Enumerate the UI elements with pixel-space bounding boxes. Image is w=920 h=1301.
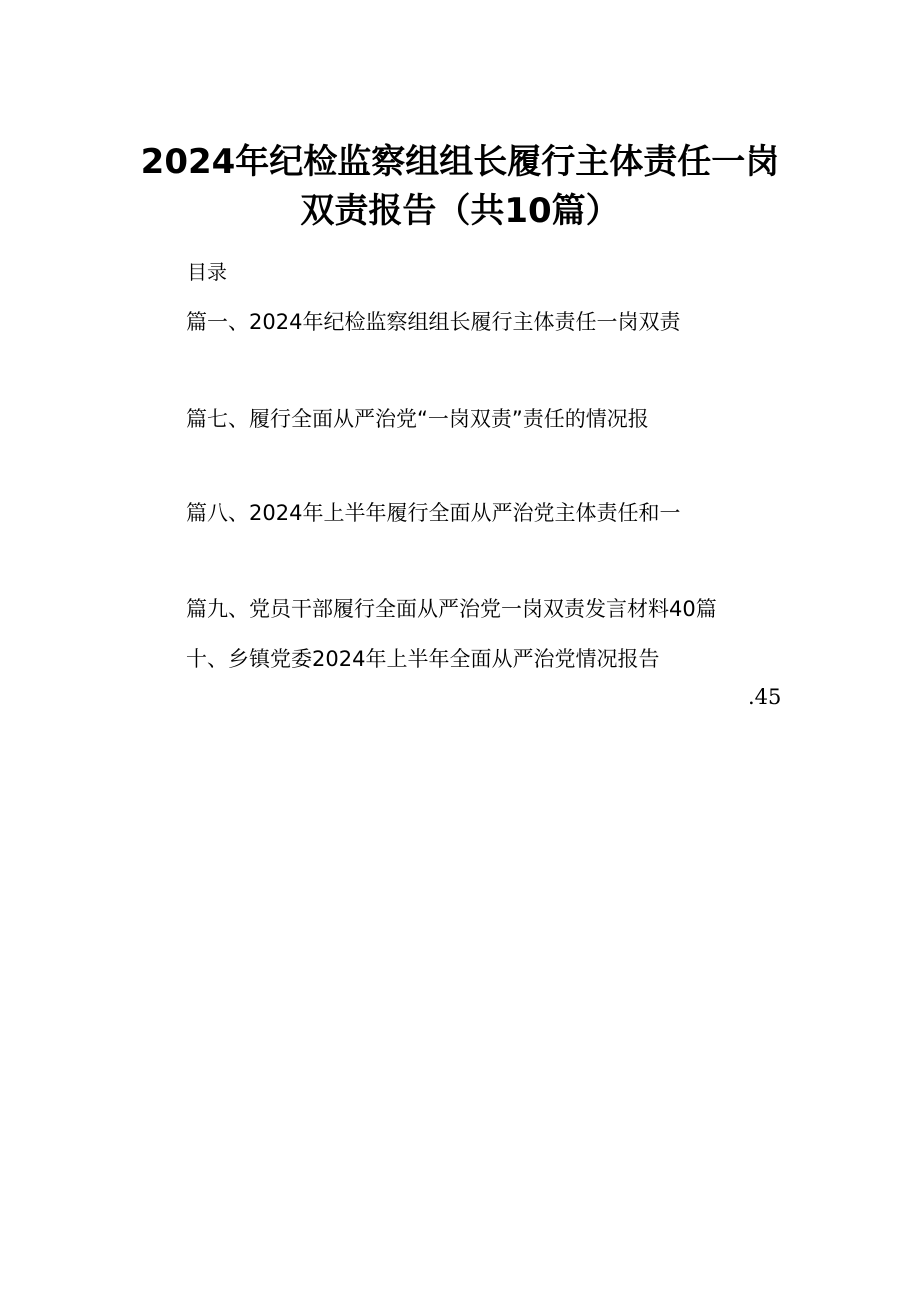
toc-heading: 目录	[187, 260, 227, 284]
toc-item[interactable]: 篇九、党员干部履行全面从严治党一岗双责发言材料40篇	[186, 597, 717, 621]
toc-item[interactable]: 篇七、履行全面从严治党“一岗双责”责任的情况报	[186, 407, 649, 431]
document-title-line-1: 2024年纪检监察组组长履行主体责任一岗	[140, 142, 780, 182]
toc-item[interactable]: 篇一、2024年纪检监察组组长履行主体责任一岗双责	[186, 310, 681, 334]
document-title-line-2: 双责报告（共10篇）	[300, 191, 620, 231]
toc-item[interactable]: 十、乡镇党委2024年上半年全面从严治党情况报告	[186, 647, 660, 671]
toc-page-number: .45	[748, 685, 782, 709]
toc-item[interactable]: 篇八、2024年上半年履行全面从严治党主体责任和一	[186, 501, 681, 525]
